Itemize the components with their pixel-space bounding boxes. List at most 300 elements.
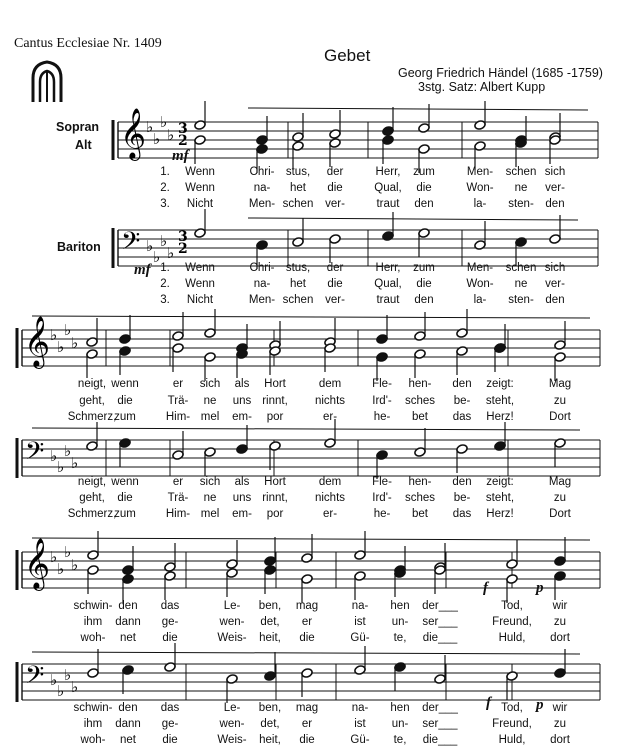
flat-icon: ♭ — [153, 130, 161, 148]
lyric-syllable: die___ — [422, 734, 458, 746]
soprano-note — [119, 334, 131, 345]
lyric-syllable: geht, — [79, 395, 105, 407]
lyric-syllable: rinnt, — [262, 395, 288, 407]
lyric-syllable: Nicht — [186, 198, 214, 210]
time-sig-top: 3 — [178, 121, 188, 137]
bariton-note — [329, 234, 341, 245]
lyric-syllable: stus, — [285, 166, 311, 178]
lyric-syllable: Herr, — [375, 166, 401, 178]
lyric-syllable: schen — [505, 262, 537, 274]
lyric-syllable: Chri- — [249, 262, 275, 274]
lyric-syllable: Him- — [165, 411, 191, 423]
soprano-note — [418, 123, 430, 134]
lyric-syllable: wenn — [111, 378, 139, 390]
phrase-line — [32, 316, 590, 318]
lyric-syllable: Le- — [223, 702, 241, 714]
bariton-note — [414, 447, 426, 458]
lyric-syllable: Herz! — [486, 411, 514, 423]
soprano-note — [292, 132, 304, 143]
bariton-note — [549, 234, 561, 245]
lyric-syllable: ser___ — [422, 718, 458, 730]
verse-number: 2. — [160, 182, 170, 194]
lyrics-treble-verse-2 — [0, 395, 640, 410]
lyric-syllable: uns — [232, 492, 252, 504]
lyric-syllable: den — [118, 702, 138, 714]
lyric-syllable: la- — [473, 198, 487, 210]
part-label-alt: Alt — [75, 138, 92, 152]
lyric-syllable: un- — [391, 616, 409, 628]
lyric-syllable: Ird'- — [372, 492, 392, 504]
lyric-syllable: un- — [391, 718, 409, 730]
lyric-syllable: net — [120, 734, 136, 746]
lyrics-bass-verse-1 — [0, 262, 640, 277]
lyric-syllable: Chri- — [249, 166, 275, 178]
flat-icon: ♭ — [57, 458, 65, 476]
lyric-syllable: dem — [318, 476, 342, 488]
lyrics-treble-verse-2 — [0, 616, 640, 631]
lyric-syllable: das — [160, 600, 180, 612]
lyric-syllable: het — [290, 182, 306, 194]
lyric-syllable: der — [326, 166, 344, 178]
lyric-syllable: dort — [550, 734, 570, 746]
lyric-syllable: ihm — [83, 616, 103, 628]
soprano-note — [506, 559, 518, 570]
lyric-syllable: Wenn — [185, 182, 215, 194]
lyric-syllable: stus, — [285, 262, 311, 274]
bass-clef-icon: 𝄢 — [25, 437, 45, 472]
lyric-syllable: die — [299, 632, 315, 644]
alto-note — [87, 565, 99, 576]
lyric-syllable: Hort — [264, 476, 286, 488]
lyric-syllable: hen — [390, 702, 410, 714]
lyric-syllable: Won- — [466, 278, 494, 290]
lyric-syllable: Gü- — [350, 632, 370, 644]
bariton-note — [164, 662, 176, 673]
lyrics-treble-verse-3 — [0, 411, 640, 426]
bariton-note — [119, 438, 131, 449]
lyric-syllable: Wenn — [185, 278, 215, 290]
flat-icon: ♭ — [71, 454, 79, 472]
lyric-syllable: als — [234, 378, 250, 390]
piece-title: Gebet — [324, 46, 371, 65]
lyric-syllable: na- — [351, 600, 369, 612]
lyric-syllable: schen — [282, 198, 314, 210]
arrangement-credit: 3stg. Satz: Albert Kupp — [418, 80, 546, 94]
lyric-syllable: als — [234, 476, 250, 488]
lyric-syllable: den — [452, 378, 472, 390]
lyric-syllable: ist — [354, 616, 366, 628]
lyric-syllable: dort — [550, 632, 570, 644]
verse-number: 2. — [160, 278, 170, 290]
alto-note — [474, 141, 486, 152]
composer-credit: Georg Friedrich Händel (1685 -1759) — [398, 66, 603, 80]
bariton-note — [376, 450, 388, 461]
bariton-note — [269, 441, 281, 452]
alto-note — [376, 352, 388, 363]
soprano-note — [376, 334, 388, 345]
lyric-syllable: Men- — [248, 294, 276, 306]
bariton-note — [418, 228, 430, 239]
lyric-syllable: steht, — [485, 492, 515, 504]
lyric-syllable: Men- — [466, 262, 494, 274]
lyric-syllable: Dort — [549, 508, 571, 520]
lyrics-treble-verse-3 — [0, 198, 640, 213]
lyric-syllable: bet — [412, 508, 428, 520]
flat-icon: ♭ — [64, 442, 72, 460]
lyric-syllable: schwin- — [73, 600, 113, 612]
lyric-syllable: ne — [203, 395, 217, 407]
lyric-syllable: er — [301, 616, 313, 628]
flat-icon: ♭ — [153, 248, 161, 266]
soprano-note — [204, 328, 216, 339]
lyric-syllable: ge- — [161, 718, 179, 730]
lyric-syllable: sten- — [508, 294, 534, 306]
lyric-syllable: Huld, — [498, 632, 526, 644]
time-sig-top: 3 — [178, 229, 188, 245]
flat-icon: ♭ — [50, 447, 58, 465]
soprano-note — [554, 556, 566, 567]
alto-note — [292, 141, 304, 152]
lyric-syllable: das — [452, 508, 472, 520]
lyrics-bass-verse-2 — [0, 278, 640, 293]
lyric-syllable: na- — [253, 182, 271, 194]
bariton-note — [324, 438, 336, 449]
lyric-syllable: he- — [373, 411, 391, 423]
soprano-note — [122, 565, 134, 576]
lyric-syllable: mel — [200, 508, 220, 520]
alto-note — [164, 571, 176, 582]
bariton-note — [204, 447, 216, 458]
flat-icon: ♭ — [64, 321, 72, 339]
lyric-syllable: heit, — [259, 734, 281, 746]
lyric-syllable: Men- — [248, 198, 276, 210]
verse-number: 1. — [160, 166, 170, 178]
lyric-syllable: sich — [199, 378, 221, 390]
lyric-syllable: Qual, — [374, 182, 402, 194]
lyric-syllable: la- — [473, 294, 487, 306]
lyric-syllable: Tod, — [501, 600, 523, 612]
lyric-syllable: zu — [553, 395, 567, 407]
lyric-syllable: woh- — [80, 632, 106, 644]
lyric-syllable: ser___ — [422, 616, 458, 628]
lyrics-treble-verse-1 — [0, 166, 640, 181]
dynamic-p-upper: p — [536, 580, 544, 596]
bariton-note — [256, 240, 268, 251]
lyrics-bass-verse-3 — [0, 734, 640, 749]
lyric-syllable: Hort — [264, 378, 286, 390]
lyric-syllable: zu — [553, 616, 567, 628]
lyrics-bass-verse-1 — [0, 476, 640, 491]
lyric-syllable: wir — [552, 702, 568, 714]
lyric-syllable: ne — [514, 182, 528, 194]
lyric-syllable: ben, — [258, 702, 282, 714]
flat-icon: ♭ — [50, 326, 58, 344]
bariton-note — [122, 665, 134, 676]
lyric-syllable: steht, — [485, 395, 515, 407]
lyric-syllable: mag — [295, 600, 319, 612]
alto-note — [456, 346, 468, 357]
lyric-syllable: Wenn — [185, 166, 215, 178]
lyric-syllable: neigt, — [77, 378, 107, 390]
lyric-syllable: zeigt: — [486, 378, 514, 390]
alto-note — [554, 571, 566, 582]
lyrics-treble-verse-2 — [0, 182, 640, 197]
bariton-note — [354, 665, 366, 676]
lyric-syllable: sches — [404, 395, 436, 407]
flat-icon: ♭ — [57, 560, 65, 578]
lyric-syllable: schen — [282, 294, 314, 306]
lyric-syllable: hen- — [408, 476, 432, 488]
soprano-note — [172, 331, 184, 342]
lyric-syllable: Mag — [548, 378, 572, 390]
lyric-syllable: den — [118, 600, 138, 612]
lyric-syllable: zum — [413, 262, 435, 274]
alto-note — [301, 574, 313, 585]
lyric-syllable: dann — [115, 718, 141, 730]
lyric-syllable: nichts — [314, 492, 346, 504]
lyric-syllable: schwin- — [73, 702, 113, 714]
bass-clef-icon: 𝄢 — [121, 227, 141, 262]
lyric-syllable: wenn — [111, 476, 139, 488]
soprano-note — [382, 126, 394, 137]
lyric-syllable: det, — [260, 718, 280, 730]
flat-icon: ♭ — [57, 682, 65, 700]
lyric-syllable: der — [326, 262, 344, 274]
lyric-syllable: net — [120, 632, 136, 644]
lyrics-bass-verse-2 — [0, 492, 640, 507]
verse-number: 3. — [160, 294, 170, 306]
bass-clef-icon: 𝄢 — [25, 661, 45, 696]
lyric-syllable: wen- — [219, 616, 245, 628]
soprano-note — [554, 340, 566, 351]
lyric-syllable: ge- — [161, 616, 179, 628]
verse-number: 3. — [160, 198, 170, 210]
lyric-syllable: ne — [203, 492, 217, 504]
lyric-syllable: geht, — [79, 492, 105, 504]
lyric-syllable: te, — [393, 632, 407, 644]
lyric-syllable: ne — [514, 278, 528, 290]
flat-icon: ♭ — [146, 237, 154, 255]
lyric-syllable: na- — [351, 702, 369, 714]
lyric-syllable: zum — [413, 166, 435, 178]
lyric-syllable: Weis- — [217, 632, 247, 644]
lyric-syllable: sich — [199, 476, 221, 488]
lyric-syllable: woh- — [80, 734, 106, 746]
bariton-note — [292, 237, 304, 248]
soprano-note — [354, 550, 366, 561]
lyrics-treble-verse-1 — [0, 378, 640, 393]
soprano-note — [194, 120, 206, 131]
lyric-syllable: wir — [552, 600, 568, 612]
lyric-syllable: zum — [114, 508, 136, 520]
soprano-note — [87, 550, 99, 561]
part-label-bariton: Bariton — [57, 240, 101, 254]
lyric-syllable: ist — [354, 718, 366, 730]
lyric-syllable: Weis- — [217, 734, 247, 746]
phrase-line — [248, 218, 578, 220]
alto-note — [418, 144, 430, 155]
lyric-syllable: dann — [115, 616, 141, 628]
alto-note — [506, 574, 518, 585]
lyric-syllable: die — [327, 278, 343, 290]
lyric-syllable: sich — [544, 262, 566, 274]
alto-note — [354, 571, 366, 582]
dynamic-f-upper: f — [483, 580, 488, 596]
lyric-syllable: sches — [404, 492, 436, 504]
bariton-note — [474, 240, 486, 251]
lyric-syllable: das — [160, 702, 180, 714]
lyric-syllable: mel — [200, 411, 220, 423]
bariton-note — [301, 668, 313, 679]
lyric-syllable: na- — [253, 278, 271, 290]
soprano-note — [256, 135, 268, 146]
phrase-line — [248, 108, 588, 110]
bariton-note — [554, 438, 566, 449]
lyric-syllable: Mag — [548, 476, 572, 488]
lyric-syllable: den — [452, 476, 472, 488]
lyric-syllable: die — [299, 734, 315, 746]
lyric-syllable: mag — [295, 702, 319, 714]
lyric-syllable: ver- — [325, 294, 345, 306]
flat-icon: ♭ — [160, 113, 168, 131]
time-sig-bottom: 2 — [178, 241, 188, 257]
lyric-syllable: die — [162, 632, 178, 644]
alto-note — [382, 135, 394, 146]
lyric-syllable: ben, — [258, 600, 282, 612]
soprano-note — [264, 556, 276, 567]
lyric-syllable: zu — [553, 492, 567, 504]
bariton-note — [194, 228, 206, 239]
lyric-syllable: ver- — [545, 278, 565, 290]
alto-note — [329, 138, 341, 149]
lyric-syllable: das — [452, 411, 472, 423]
bariton-note — [554, 668, 566, 679]
soprano-note — [164, 562, 176, 573]
lyric-syllable: er- — [322, 411, 338, 423]
alto-note — [256, 144, 268, 155]
lyric-syllable: die — [327, 182, 343, 194]
flat-icon: ♭ — [50, 548, 58, 566]
bariton-note — [382, 231, 394, 242]
lyric-syllable: Le- — [223, 600, 241, 612]
lyric-syllable: der___ — [422, 702, 458, 714]
verse-number: 1. — [160, 262, 170, 274]
bariton-note — [494, 441, 506, 452]
lyric-syllable: Herz! — [486, 508, 514, 520]
lyric-syllable: er- — [322, 508, 338, 520]
lyric-syllable: die — [162, 734, 178, 746]
flat-icon: ♭ — [50, 671, 58, 689]
lyric-syllable: die — [416, 182, 432, 194]
bariton-note — [434, 674, 446, 685]
lyric-syllable: schen — [505, 166, 537, 178]
bariton-note — [236, 444, 248, 455]
flat-icon: ♭ — [71, 556, 79, 574]
lyric-syllable: den — [545, 198, 565, 210]
bariton-note — [394, 662, 406, 673]
lyric-syllable: em- — [232, 508, 252, 520]
lyric-syllable: er — [172, 378, 184, 390]
part-label-sopran: Sopran — [56, 120, 100, 134]
lyric-syllable: zeigt: — [486, 476, 514, 488]
lyric-syllable: he- — [373, 508, 391, 520]
soprano-note — [226, 559, 238, 570]
phrase-line — [32, 538, 590, 540]
lyrics-bass-verse-1 — [0, 702, 640, 717]
lyrics-treble-verse-3 — [0, 632, 640, 647]
lyric-syllable: Tod, — [501, 702, 523, 714]
lyric-syllable: te, — [393, 734, 407, 746]
lyric-syllable: zu — [553, 718, 567, 730]
lyric-syllable: er — [301, 718, 313, 730]
phrase-line — [32, 652, 580, 654]
flat-icon: ♭ — [160, 232, 168, 250]
lyric-syllable: rinnt, — [262, 492, 288, 504]
lyric-syllable: sten- — [508, 198, 534, 210]
lyric-syllable: uns — [232, 395, 252, 407]
lyric-syllable: Him- — [165, 508, 191, 520]
alto-note — [119, 346, 131, 357]
lyric-syllable: Trä- — [167, 492, 189, 504]
lyric-syllable: die — [117, 492, 133, 504]
soprano-note — [474, 120, 486, 131]
soprano-note — [456, 328, 468, 339]
alto-note — [204, 352, 216, 363]
lyric-syllable: ver- — [325, 198, 345, 210]
dynamic-p-lower: p — [536, 697, 544, 713]
phrase-line — [32, 428, 580, 430]
lyric-syllable: die___ — [422, 632, 458, 644]
bariton-note — [172, 450, 184, 461]
lyric-syllable: Men- — [466, 166, 494, 178]
bariton-note — [86, 441, 98, 452]
lyric-syllable: Fle- — [372, 378, 392, 390]
lyric-syllable: hen- — [408, 378, 432, 390]
bariton-note — [515, 237, 527, 248]
series-label: Cantus Ecclesiae Nr. 1409 — [14, 36, 162, 51]
lyric-syllable: den — [414, 198, 434, 210]
lyric-syllable: be- — [453, 395, 471, 407]
soprano-note — [301, 553, 313, 564]
lyric-syllable: heit, — [259, 632, 281, 644]
lyric-syllable: Ird'- — [372, 395, 392, 407]
lyric-syllable: Dort — [549, 411, 571, 423]
lyric-syllable: det, — [260, 616, 280, 628]
lyric-syllable: Gü- — [350, 734, 370, 746]
lyric-syllable: Qual, — [374, 278, 402, 290]
lyric-syllable: por — [266, 411, 284, 423]
lyric-syllable: ihm — [83, 718, 103, 730]
alto-note — [86, 349, 98, 360]
lyric-syllable: Trä- — [167, 395, 189, 407]
alto-note — [194, 135, 206, 146]
soprano-note — [86, 337, 98, 348]
lyric-syllable: nichts — [314, 395, 346, 407]
lyric-syllable: traut — [376, 198, 400, 210]
treble-clef-icon: 𝄞 — [24, 316, 51, 367]
flat-icon: ♭ — [71, 678, 79, 696]
alto-note — [494, 343, 506, 354]
lyrics-bass-verse-2 — [0, 718, 640, 733]
lyric-syllable: Schmerz, — [67, 411, 117, 423]
lyric-syllable: em- — [232, 411, 252, 423]
lyric-syllable: neigt, — [77, 476, 107, 488]
alto-note — [172, 343, 184, 354]
bariton-note — [264, 671, 276, 682]
lyric-syllable: die — [117, 395, 133, 407]
lyrics-bass-verse-3 — [0, 508, 640, 523]
lyric-syllable: die — [416, 278, 432, 290]
